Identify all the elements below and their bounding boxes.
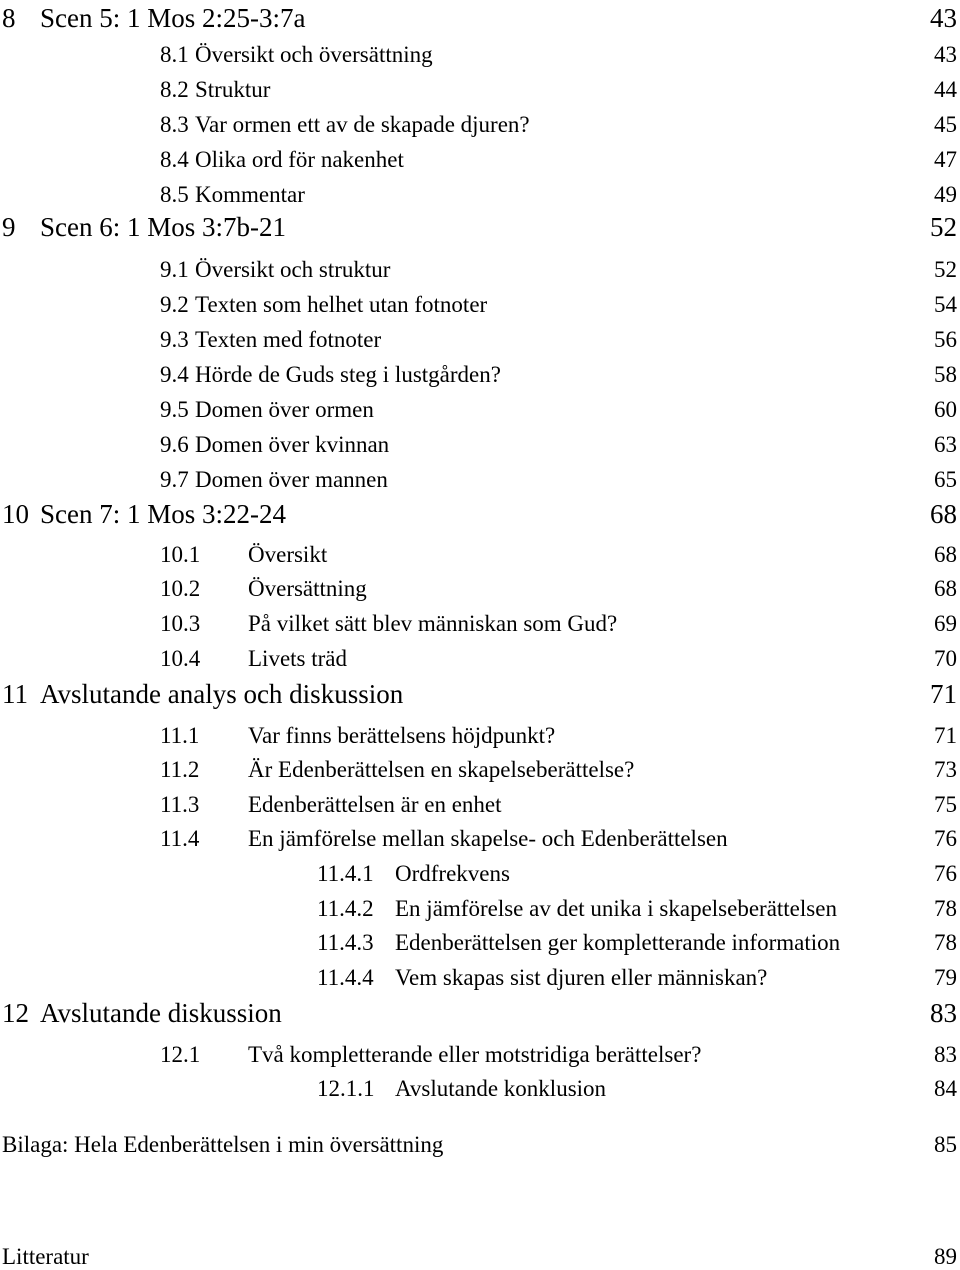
toc-entry-level-1: [0, 0, 960, 34]
toc-entry-level-2: [0, 638, 960, 672]
toc-literature-title: Litteratur: [2, 1244, 89, 1269]
toc-entry-title: Scen 7: 1 Mos 3:22-24: [40, 499, 286, 529]
toc-entry-level-2: [0, 784, 960, 818]
toc-entry-number: 8: [2, 3, 16, 33]
toc-entry-level-2: [0, 1034, 960, 1068]
toc-entry-page: 44: [934, 77, 957, 102]
toc-entry-level-2: [0, 568, 960, 602]
toc-entry-number: 10.3: [160, 611, 201, 636]
toc-entry-title: En jämförelse mellan skapelse- och Edenberättelsen: [248, 826, 728, 851]
toc-entry-level-1: [0, 995, 960, 1029]
toc-entry-level-2: [0, 603, 960, 637]
toc-entry-page: 63: [934, 432, 957, 457]
toc-entry-title: Avslutande konklusion: [395, 1076, 607, 1101]
toc-appendix-entry: [0, 1124, 960, 1158]
toc-entry-page: 78: [934, 930, 957, 955]
toc-entry-level-2: [0, 139, 960, 173]
toc-entry-title: Domen över kvinnan: [195, 432, 390, 457]
toc-entry-level-2: [0, 319, 960, 353]
toc-entry-title: Domen över ormen: [195, 397, 374, 422]
toc-entry-page: 79: [934, 965, 957, 990]
toc-appendix-page: 85: [934, 1132, 957, 1157]
toc-entry-number: 8.5: [160, 182, 189, 207]
toc-entry-page: 65: [934, 467, 957, 492]
toc-entry-page: 68: [934, 576, 957, 601]
toc-entry-title: På vilket sätt blev människan som Gud?: [248, 611, 618, 636]
toc-entry-number: 11.4.1: [317, 861, 374, 886]
toc-entry-title: Edenberättelsen ger kompletterande information: [395, 930, 841, 955]
toc-entry-level-1: [0, 676, 960, 710]
toc-entry-number: 11: [2, 679, 28, 709]
toc-entry-title: Ordfrekvens: [395, 861, 510, 886]
toc-entry-page: 58: [934, 362, 957, 387]
toc-entry-page: 84: [934, 1076, 957, 1101]
toc-entry-page: 69: [934, 611, 957, 636]
toc-entry-page: 45: [934, 112, 957, 137]
toc-entry-title: Hörde de Guds steg i lustgården?: [195, 362, 501, 387]
toc-entry-number: 10: [2, 499, 29, 529]
toc-entry-number: 11.4.3: [317, 930, 374, 955]
toc-entry-page: 52: [930, 212, 957, 242]
toc-entry-level-2: [0, 534, 960, 568]
toc-entry-number: 10.4: [160, 646, 201, 671]
toc-entry-number: 9.3: [160, 327, 189, 352]
toc-entry-number: 9.5: [160, 397, 189, 422]
toc-entry-level-2: [0, 749, 960, 783]
toc-entry-number: 11.4: [160, 826, 200, 851]
toc-entry-level-2: [0, 174, 960, 208]
toc-entry-page: 52: [934, 257, 957, 282]
toc-entry-level-3: [0, 888, 960, 922]
toc-entry-number: 9.1: [160, 257, 189, 282]
toc-entry-title: Vem skapas sist djuren eller människan?: [395, 965, 768, 990]
toc-entry-title: Var finns berättelsens höjdpunkt?: [248, 723, 556, 748]
toc-entry-title: Var ormen ett av de skapade djuren?: [195, 112, 530, 137]
toc-entry-number: 11.4.2: [317, 896, 374, 921]
toc-entry-number: 12: [2, 998, 29, 1028]
toc-entry-number: 11.2: [160, 757, 200, 782]
toc-entry-page: 76: [934, 826, 957, 851]
toc-entry-page: 83: [930, 998, 957, 1028]
toc-entry-level-2: [0, 354, 960, 388]
toc-entry-title: Livets träd: [248, 646, 347, 671]
toc-entry-page: 71: [930, 679, 957, 709]
toc-entry-level-3: [0, 957, 960, 991]
toc-entry-number: 8.3: [160, 112, 189, 137]
toc-entry-level-2: [0, 389, 960, 423]
toc-entry-level-3: [0, 922, 960, 956]
toc-entry-title: Två kompletterande eller motstridiga berättelser?: [248, 1042, 702, 1067]
toc-entry-title: Scen 5: 1 Mos 2:25-3:7a: [40, 3, 306, 33]
toc-entry-page: 56: [934, 327, 957, 352]
toc-entry-page: 68: [930, 499, 957, 529]
toc-entry-number: 11.4.4: [317, 965, 374, 990]
toc-entry-level-1: [0, 496, 960, 530]
toc-literature-page: 89: [934, 1244, 957, 1269]
toc-literature-entry: [0, 1236, 960, 1270]
toc-entry-number: 10.1: [160, 542, 201, 567]
toc-entry-title: Avslutande analys och diskussion: [40, 679, 404, 709]
toc-entry-title: Översättning: [248, 576, 367, 601]
toc-entry-number: 8.4: [160, 147, 189, 172]
toc-entry-title: Olika ord för nakenhet: [195, 147, 404, 172]
toc-entry-title: Texten med fotnoter: [195, 327, 382, 352]
toc-entry-page: 76: [934, 861, 957, 886]
toc-entry-number: 8.1: [160, 42, 189, 67]
toc-entry-level-3: [0, 853, 960, 887]
toc-entry-level-2: [0, 69, 960, 103]
toc-entry-title: Översikt och översättning: [195, 42, 433, 67]
toc-entry-title: Översikt: [248, 542, 328, 567]
toc-entry-number: 9.7: [160, 467, 189, 492]
toc-entry-page: 68: [934, 542, 957, 567]
toc-entry-number: 8.2: [160, 77, 189, 102]
toc-entry-number: 11.3: [160, 792, 200, 817]
toc-entry-level-2: [0, 104, 960, 138]
toc-entry-level-2: [0, 818, 960, 852]
toc-entry-number: 10.2: [160, 576, 201, 601]
toc-entry-page: 71: [934, 723, 957, 748]
toc-entry-page: 43: [934, 42, 957, 67]
toc-entry-number: 9.6: [160, 432, 189, 457]
toc-entry-title: Kommentar: [195, 182, 305, 207]
toc-entry-title: Avslutande diskussion: [40, 998, 282, 1028]
toc-entry-title: Domen över mannen: [195, 467, 388, 492]
toc-entry-page: 47: [934, 147, 957, 172]
toc-entry-page: 49: [934, 182, 957, 207]
toc-entry-page: 43: [930, 3, 957, 33]
toc-entry-level-2: [0, 249, 960, 283]
toc-entry-level-3: [0, 1068, 960, 1102]
toc-entry-title: Scen 6: 1 Mos 3:7b-21: [40, 212, 286, 242]
toc-entry-page: 78: [934, 896, 957, 921]
toc-appendix-title: Bilaga: Hela Edenberättelsen i min översättning: [2, 1132, 444, 1157]
toc-entry-title: Är Edenberättelsen en skapelseberättelse?: [248, 757, 635, 782]
toc-entry-title: Edenberättelsen är en enhet: [248, 792, 502, 817]
toc-entry-page: 73: [934, 757, 957, 782]
toc-entry-number: 9: [2, 212, 16, 242]
toc-entry-number: 12.1: [160, 1042, 201, 1067]
toc-entry-title: En jämförelse av det unika i skapelseberättelsen: [395, 896, 837, 921]
toc-entry-number: 11.1: [160, 723, 200, 748]
toc-entry-level-2: [0, 34, 960, 68]
toc-entry-number: 12.1.1: [317, 1076, 375, 1101]
toc-entry-level-2: [0, 715, 960, 749]
toc-entry-title: Struktur: [195, 77, 271, 102]
toc-entry-page: 75: [934, 792, 957, 817]
toc-entry-page: 60: [934, 397, 957, 422]
toc-entry-page: 83: [934, 1042, 957, 1067]
toc-entry-page: 70: [934, 646, 957, 671]
toc-entry-level-2: [0, 459, 960, 493]
toc-entry-page: 54: [934, 292, 957, 317]
toc-entry-level-1: [0, 209, 960, 243]
toc-entry-number: 9.4: [160, 362, 189, 387]
toc-entry-title: Översikt och struktur: [195, 257, 391, 282]
toc-entry-level-2: [0, 424, 960, 458]
toc-entry-title: Texten som helhet utan fotnoter: [195, 292, 488, 317]
toc-entry-number: 9.2: [160, 292, 189, 317]
toc-entry-level-2: [0, 284, 960, 318]
